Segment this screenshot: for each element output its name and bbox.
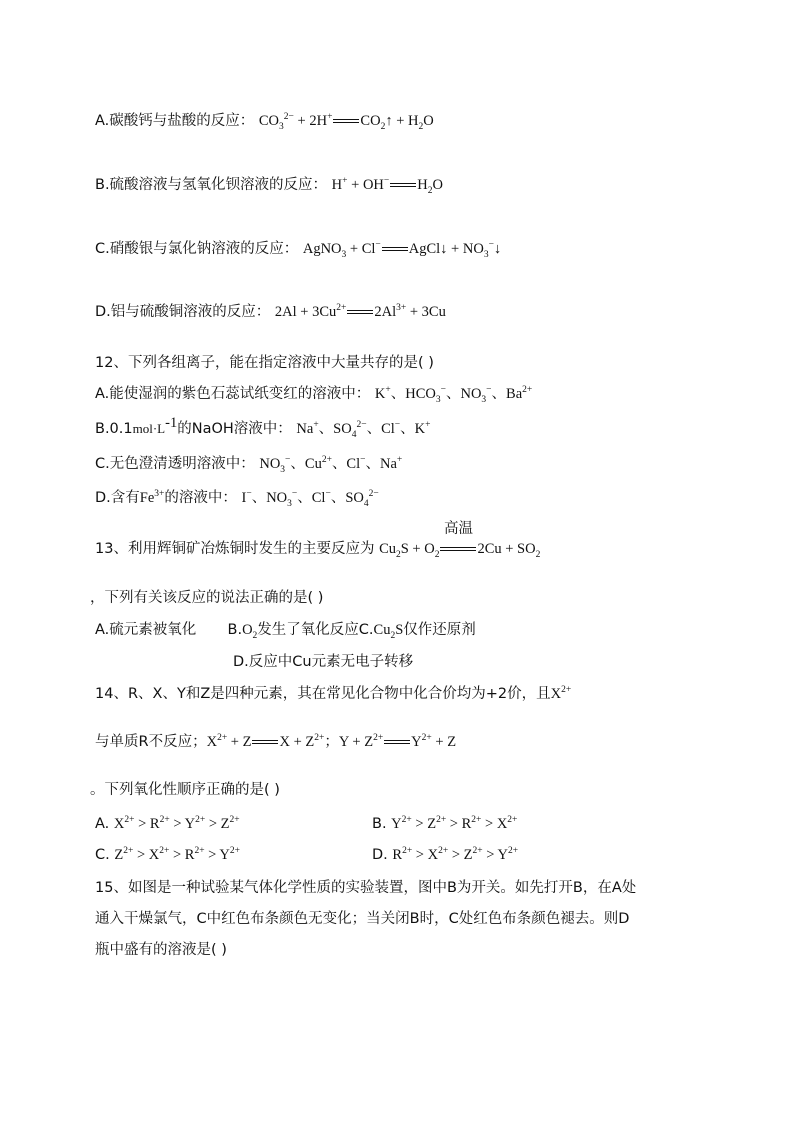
q11-option-b: B.硫酸溶液与氢氧化钡溶液的反应： H+ + OH− $H_2O$ xyxy=(95,176,443,196)
q12-stem: 12、下列各组离子，能在指定溶液中大量共存的是( ) xyxy=(95,355,434,371)
q11-option-d: D.铝与硫酸铜溶液的反应： $2Al + 3Cu^{2+}$ $2Al^{3+} + 3Cu$ xyxy=(95,303,446,320)
q14-stem-line1: 14、R、X、Y和Z是四种元素，其在常见化合物中化合价均为+2价，且$X^{2+}$ xyxy=(95,685,572,702)
q13-options-row1 xyxy=(95,620,476,640)
formula: Na+、$SO_4^{2-}$、Cl−、K+ xyxy=(296,420,431,440)
formula: $Cu_2S + O_2$ 高温 $2Cu + SO_2$ xyxy=(379,520,541,560)
q15-line3: 瓶中盛有的溶液是( ) xyxy=(95,942,227,958)
q13-option-a: A.硫元素被氧化 xyxy=(95,622,197,638)
q13-stem-cont: ，下列有关该反应的说法正确的是( ) xyxy=(90,590,324,606)
q14-option-a: A. $X^{2+} > R^{2+} > Y^{2+} > Z^{2+}$ xyxy=(95,815,240,832)
q12-option-c: C.无色澄清透明溶液中： $NO_3^-$、$Cu^{2+}$、Cl−、Na+ xyxy=(95,455,403,475)
q15-line1: 15、如图是一种试验某气体化学性质的实验装置，图中B为开关。如先打开B，在A处 xyxy=(95,880,637,896)
q14-stem-line3: 。下列氧化性顺序正确的是( ) xyxy=(90,782,280,798)
q11-option-a: A.碳酸钙与盐酸的反应： $CO_3^{2-} + 2H^+$ $CO_2↑ + H_2O$ xyxy=(95,112,434,132)
q14-options-row2 xyxy=(95,845,519,865)
q13-option-d: D.反应中Cu元素无电子转移 xyxy=(233,654,414,670)
q13-stem: 13、利用辉铜矿冶炼铜时发生的主要反应为 $Cu_2S + O_2$ 高温 $2Cu + SO_2$ xyxy=(95,520,541,560)
q12-option-d: D.含有$Fe^{3+}$的溶液中： I−、$NO_3^-$、Cl−、$SO_4^{2-}$ xyxy=(95,489,379,509)
q14-option-b: B. $Y^{2+} > Z^{2+} > R^{2+} > X^{2+}$ xyxy=(372,815,518,832)
formula: H+ + OH− $H_2O$ xyxy=(331,176,443,196)
formula: K+、$HCO_3^-$、$NO_3^-$、$Ba^{2+}$ xyxy=(374,385,533,405)
q13-option-b: $B.O_2$发生了氧化反应 xyxy=(227,622,359,641)
q12-option-b: $B.0.1mol\cdot L^{-1}$的NaOH溶液中： Na+、$SO_4^{2-}$、Cl−、K+ xyxy=(95,415,431,440)
q11-option-c: C.硝酸银与氯化钠溶液的反应： AgNO$_3$ + Cl− AgCl↓ + $NO_3^-↓$ xyxy=(95,240,502,260)
q14-options-row1 xyxy=(95,814,518,834)
formula: $X^{2+}$ xyxy=(550,685,572,702)
q12-option-a: A.能使湿润的紫色石蕊试纸变红的溶液中： K+、$HCO_3^-$、$NO_3^-$、$Ba^{2+}$ xyxy=(95,385,533,405)
formula: $2Al + 3Cu^{2+}$ $2Al^{3+} + 3Cu$ xyxy=(274,303,446,320)
formula: $X^{2+} + Z$ $X + Z^{2+}$ xyxy=(206,733,325,750)
formula: $CO_3^{2-} + 2H^+$ $CO_2↑ + H_2O$ xyxy=(258,112,434,132)
formula: $NO_3^-$、$Cu^{2+}$、Cl−、Na+ xyxy=(259,455,403,475)
q14-stem-line2: 与单质R不反应；$X^{2+} + Z$ $X + Z^{2+}$；$Y + Z^{2+}$ $Y^{2+} + Z$ xyxy=(95,733,457,750)
q13-option-c: $C.Cu_2S$仅作还原剂 xyxy=(358,622,476,641)
formula: $Y + Z^{2+}$ $Y^{2+} + Z$ xyxy=(338,733,457,750)
formula: I−、$NO_3^-$、Cl−、$SO_4^{2-}$ xyxy=(241,489,379,509)
q15-line2: 通入干燥氯气，C中红色布条颜色无变化；当关闭B时，C处红色布条颜色褪去。则D xyxy=(95,911,630,927)
formula: AgNO$_3$ + Cl− AgCl↓ + $NO_3^-↓$ xyxy=(302,240,502,260)
formula: $Fe^{3+}$ xyxy=(139,489,165,506)
q14-option-c: C. $Z^{2+} > X^{2+} > R^{2+} > Y^{2+}$ xyxy=(95,846,241,863)
q14-option-d: D. $R^{2+} > X^{2+} > Z^{2+} > Y^{2+}$ xyxy=(372,846,519,863)
